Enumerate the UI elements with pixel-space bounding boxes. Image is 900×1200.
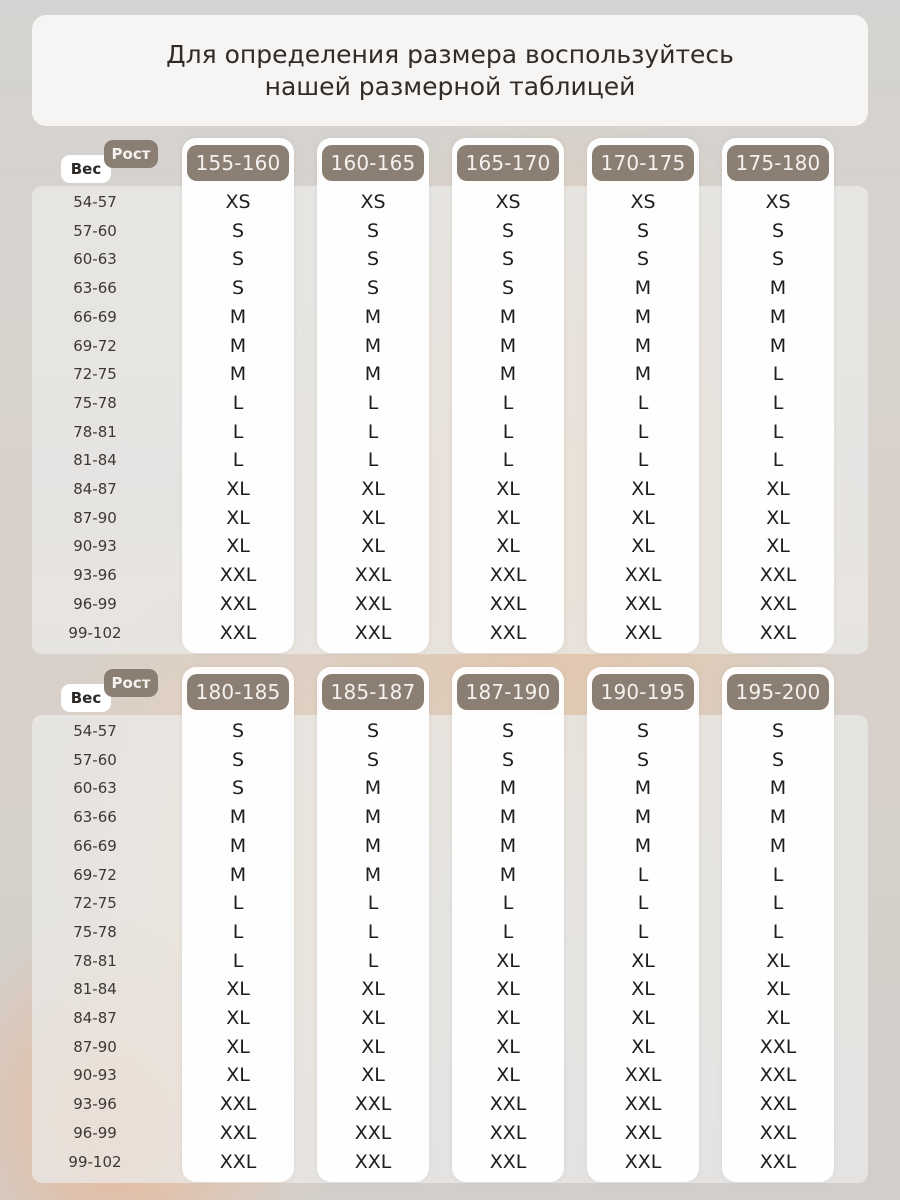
size-cell: XL <box>226 478 250 500</box>
size-cell: M <box>634 334 652 357</box>
size-cell: L <box>367 949 379 972</box>
size-cell: S <box>501 248 515 271</box>
size-cell: S <box>231 748 245 771</box>
size-cell: XL <box>766 1007 790 1029</box>
size-cell: XL <box>361 535 385 558</box>
size-cell: L <box>637 920 649 943</box>
size-cell: XXL <box>354 1121 392 1144</box>
weight-range-label: 78-81 <box>73 422 117 441</box>
size-cell: XXL <box>219 1121 257 1144</box>
size-cell: XXL <box>219 592 257 615</box>
size-cell: XXL <box>354 592 392 615</box>
size-cell: L <box>772 391 784 414</box>
weight-range-label: 63-66 <box>73 808 117 827</box>
size-cell: XXL <box>624 1064 662 1087</box>
size-cell: XL <box>361 978 385 1001</box>
size-cell: M <box>634 363 652 386</box>
height-column <box>317 667 429 1182</box>
size-cell: L <box>637 420 649 443</box>
size-cell: XXL <box>759 1064 797 1087</box>
size-cell: M <box>634 777 652 800</box>
size-cell: L <box>502 449 514 472</box>
size-cell: XL <box>496 478 520 500</box>
size-cell: L <box>772 420 784 443</box>
weight-range-label: 66-69 <box>73 836 117 855</box>
size-cell: M <box>229 834 247 857</box>
weight-range-label: 69-72 <box>73 336 117 355</box>
size-cell: XXL <box>759 1035 797 1058</box>
weight-range-label: 75-78 <box>73 393 117 412</box>
height-column <box>317 138 429 653</box>
size-cell: S <box>636 720 650 742</box>
weight-range-label: 69-72 <box>73 865 117 884</box>
size-cell: XXL <box>624 1093 662 1116</box>
size-cell: L <box>502 420 514 443</box>
size-cell: S <box>366 248 380 271</box>
weight-range-label: 72-75 <box>73 365 117 384</box>
size-cell: M <box>634 277 652 300</box>
size-cell: XL <box>226 1064 250 1087</box>
size-cell: XXL <box>624 592 662 615</box>
size-cell: XXL <box>489 621 527 644</box>
weight-range-label: 78-81 <box>73 951 117 970</box>
size-cell: XXL <box>759 1093 797 1116</box>
size-cell: S <box>366 277 380 300</box>
size-cell: S <box>771 748 785 771</box>
size-cell: S <box>501 720 515 742</box>
weight-range-label: 96-99 <box>73 1123 117 1142</box>
size-cell: L <box>232 920 244 943</box>
size-cell: M <box>499 305 517 328</box>
size-cell: XL <box>766 978 790 1001</box>
size-cell: XXL <box>759 1150 797 1173</box>
size-cell: M <box>229 806 247 829</box>
weight-header-badge: Вес <box>61 684 111 712</box>
weight-range-label: 54-57 <box>73 722 117 740</box>
height-header-badge: Рост <box>104 140 158 168</box>
size-cell: XXL <box>759 621 797 644</box>
weight-range-label: 57-60 <box>73 750 117 769</box>
size-cell: XL <box>361 478 385 500</box>
size-cell: M <box>769 834 787 857</box>
size-cell: M <box>499 806 517 829</box>
size-cell: XL <box>766 535 790 558</box>
size-cell: S <box>771 248 785 271</box>
height-column <box>452 667 564 1182</box>
weight-range-label: 60-63 <box>73 779 117 798</box>
height-range-header: 155-160 <box>187 145 289 181</box>
size-cell: M <box>364 777 382 800</box>
size-cell: XXL <box>354 1093 392 1116</box>
size-cell: M <box>229 863 247 886</box>
page-title-line-1: Для определения размера воспользуйтесь <box>166 39 734 69</box>
size-cell: XL <box>496 1064 520 1087</box>
height-column <box>722 138 834 653</box>
size-cell: S <box>636 219 650 242</box>
size-cell: S <box>501 748 515 771</box>
weight-range-label: 96-99 <box>73 594 117 613</box>
size-cell: M <box>364 363 382 386</box>
size-cell: L <box>502 391 514 414</box>
size-cell: XXL <box>219 621 257 644</box>
height-column <box>452 138 564 653</box>
size-cell: S <box>636 748 650 771</box>
size-cell: M <box>364 863 382 886</box>
size-cell: XXL <box>624 621 662 644</box>
size-cell: XXL <box>624 1150 662 1173</box>
size-cell: M <box>229 363 247 386</box>
size-cell: XXL <box>759 564 797 587</box>
size-cell: XXL <box>219 564 257 587</box>
size-cell: L <box>367 420 379 443</box>
height-range-header: 195-200 <box>727 674 829 710</box>
size-cell: XL <box>496 978 520 1001</box>
size-cell: XL <box>631 1035 655 1058</box>
size-cell: S <box>771 219 785 242</box>
size-cell: XXL <box>489 1121 527 1144</box>
size-cell: M <box>634 806 652 829</box>
size-cell: XXL <box>489 1150 527 1173</box>
size-cell: M <box>364 834 382 857</box>
weight-range-label: 84-87 <box>73 1009 117 1027</box>
size-cell: XXL <box>354 621 392 644</box>
height-column <box>587 667 699 1182</box>
size-cell: M <box>364 806 382 829</box>
size-cell: XL <box>496 949 520 972</box>
size-cell: XL <box>226 1035 250 1058</box>
size-cell: XL <box>226 978 250 1001</box>
size-cell: XXL <box>489 592 527 615</box>
size-cell: S <box>636 248 650 271</box>
height-column <box>722 667 834 1182</box>
size-cell: M <box>364 334 382 357</box>
size-cell: S <box>771 720 785 742</box>
weight-range-label: 93-96 <box>73 1095 117 1114</box>
size-cell: XL <box>766 506 790 529</box>
size-cell: XXL <box>489 564 527 587</box>
size-cell: XXL <box>624 564 662 587</box>
size-cell: L <box>772 449 784 472</box>
title-banner <box>32 15 868 126</box>
weight-range-label: 81-84 <box>73 980 117 999</box>
size-cell: XXL <box>759 592 797 615</box>
size-cell: L <box>367 391 379 414</box>
weight-range-label: 60-63 <box>73 250 117 269</box>
height-column <box>182 667 294 1182</box>
size-cell: L <box>502 920 514 943</box>
size-cell: XL <box>496 506 520 529</box>
size-cell: S <box>501 277 515 300</box>
size-cell: M <box>769 777 787 800</box>
weight-range-label: 54-57 <box>73 193 117 211</box>
size-cell: M <box>634 305 652 328</box>
size-cell: M <box>499 863 517 886</box>
size-cell: XL <box>496 535 520 558</box>
size-cell: L <box>232 420 244 443</box>
weight-range-label: 75-78 <box>73 922 117 941</box>
weight-range-label: 57-60 <box>73 221 117 240</box>
size-cell: XL <box>226 1007 250 1029</box>
size-cell: L <box>772 920 784 943</box>
size-cell: XXL <box>354 1150 392 1173</box>
size-cell: L <box>637 892 649 915</box>
size-cell: XXL <box>219 1150 257 1173</box>
size-cell: XL <box>496 1007 520 1029</box>
size-cell: M <box>499 777 517 800</box>
size-cell: XS <box>360 191 386 213</box>
size-cell: M <box>634 834 652 857</box>
height-range-header: 190-195 <box>592 674 694 710</box>
weight-header-badge: Вес <box>61 155 111 183</box>
weight-range-label: 99-102 <box>68 623 122 642</box>
size-cell: M <box>229 334 247 357</box>
size-cell: M <box>769 305 787 328</box>
size-cell: XL <box>226 535 250 558</box>
size-cell: S <box>366 219 380 242</box>
height-range-header: 165-170 <box>457 145 559 181</box>
size-cell: L <box>232 449 244 472</box>
size-cell: XXL <box>489 1093 527 1116</box>
size-cell: M <box>364 305 382 328</box>
height-range-header: 180-185 <box>187 674 289 710</box>
weight-range-label: 81-84 <box>73 451 117 470</box>
size-table-1 <box>0 138 900 663</box>
size-cell: M <box>499 834 517 857</box>
size-cell: M <box>499 363 517 386</box>
size-cell: L <box>772 363 784 386</box>
size-cell: L <box>637 449 649 472</box>
weight-range-label: 90-93 <box>73 1066 117 1085</box>
size-cell: XL <box>631 506 655 529</box>
height-header-badge: Рост <box>104 669 158 697</box>
weight-range-label: 84-87 <box>73 480 117 498</box>
size-cell: XL <box>361 1035 385 1058</box>
size-cell: M <box>769 334 787 357</box>
size-cell: S <box>231 720 245 742</box>
size-cell: M <box>229 305 247 328</box>
size-cell: S <box>366 720 380 742</box>
size-cell: XS <box>225 191 251 213</box>
size-cell: L <box>367 892 379 915</box>
size-cell: S <box>231 219 245 242</box>
weight-range-label: 63-66 <box>73 279 117 298</box>
size-cell: L <box>367 449 379 472</box>
size-cell: XL <box>361 1007 385 1029</box>
weight-range-label: 66-69 <box>73 307 117 326</box>
size-cell: S <box>501 219 515 242</box>
size-cell: S <box>366 748 380 771</box>
height-range-header: 160-165 <box>322 145 424 181</box>
size-cell: L <box>772 892 784 915</box>
size-cell: M <box>769 277 787 300</box>
size-cell: S <box>231 277 245 300</box>
size-cell: L <box>232 391 244 414</box>
size-cell: XL <box>496 1035 520 1058</box>
size-cell: XL <box>766 478 790 500</box>
size-cell: XL <box>226 506 250 529</box>
size-cell: L <box>502 892 514 915</box>
size-cell: XS <box>630 191 656 213</box>
size-cell: XS <box>765 191 791 213</box>
size-cell: L <box>637 863 649 886</box>
size-cell: L <box>367 920 379 943</box>
size-cell: XXL <box>354 564 392 587</box>
height-range-header: 175-180 <box>727 145 829 181</box>
weight-range-label: 72-75 <box>73 894 117 913</box>
size-cell: L <box>232 892 244 915</box>
size-cell: XXL <box>624 1121 662 1144</box>
size-cell: L <box>772 863 784 886</box>
height-range-header: 187-190 <box>457 674 559 710</box>
size-cell: S <box>231 777 245 800</box>
size-cell: XL <box>766 949 790 972</box>
size-cell: XL <box>631 478 655 500</box>
height-column <box>587 138 699 653</box>
height-range-header: 170-175 <box>592 145 694 181</box>
weight-range-label: 90-93 <box>73 537 117 556</box>
page-title-line-2: нашей размерной таблицей <box>264 71 636 101</box>
size-cell: XXL <box>759 1121 797 1144</box>
size-cell: XL <box>631 949 655 972</box>
size-cell: XL <box>631 1007 655 1029</box>
height-range-header: 185-187 <box>322 674 424 710</box>
size-cell: XL <box>631 978 655 1001</box>
size-cell: XL <box>631 535 655 558</box>
size-table-2 <box>0 667 900 1192</box>
size-cell: XL <box>361 1064 385 1087</box>
size-cell: XXL <box>219 1093 257 1116</box>
size-cell: L <box>232 949 244 972</box>
size-cell: XL <box>361 506 385 529</box>
height-column <box>182 138 294 653</box>
weight-range-label: 87-90 <box>73 508 117 527</box>
weight-range-label: 93-96 <box>73 566 117 585</box>
size-cell: M <box>499 334 517 357</box>
weight-range-label: 99-102 <box>68 1152 122 1171</box>
size-cell: XS <box>495 191 521 213</box>
size-cell: L <box>637 391 649 414</box>
size-cell: M <box>769 806 787 829</box>
size-cell: S <box>231 248 245 271</box>
weight-range-label: 87-90 <box>73 1037 117 1056</box>
